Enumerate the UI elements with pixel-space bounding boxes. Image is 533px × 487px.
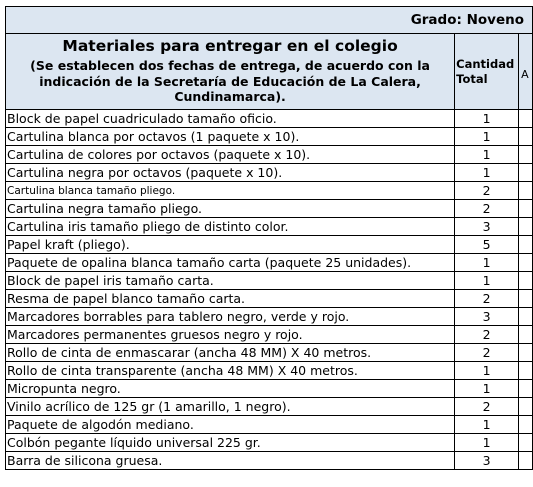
clipped-column-header xyxy=(519,34,533,110)
clipped-column-cell xyxy=(519,326,533,344)
item-name: Barra de silicona gruesa. xyxy=(6,452,455,470)
clipped-column-cell xyxy=(519,200,533,218)
table-row xyxy=(6,398,533,416)
item-quantity: 1 xyxy=(455,164,519,182)
table-row xyxy=(6,326,533,344)
table-row xyxy=(6,128,533,146)
item-quantity: 2 xyxy=(455,344,519,362)
grade-row xyxy=(6,7,533,34)
item-name: Paquete de opalina blanca tamaño carta (paquete 25 unidades). xyxy=(6,254,455,272)
clipped-column-cell xyxy=(519,128,533,146)
clipped-column-cell xyxy=(519,380,533,398)
clipped-column-cell xyxy=(519,272,533,290)
table-subtitle: (Se establecen dos fechas de entrega, de acuerdo con la indicación de la Secretaría de Educación de La Calera, Cundinamarca). xyxy=(30,58,430,104)
clipped-column-cell xyxy=(519,218,533,236)
clipped-column-cell xyxy=(519,164,533,182)
table-row xyxy=(6,110,533,128)
item-name: Marcadores borrables para tablero negro, verde y rojo. xyxy=(6,308,455,326)
table-title: Materiales para entregar en el colegio xyxy=(62,36,398,55)
item-quantity: 1 xyxy=(455,128,519,146)
quantity-header: Cantidad Total xyxy=(455,34,519,110)
item-name: Marcadores permanentes gruesos negro y rojo. xyxy=(6,326,455,344)
materials-sheet xyxy=(5,6,533,470)
item-quantity: 5 xyxy=(455,236,519,254)
table-row xyxy=(6,344,533,362)
table-row xyxy=(6,236,533,254)
clipped-column-cell xyxy=(519,416,533,434)
clipped-column-cell xyxy=(519,182,533,200)
clipped-column-cell xyxy=(519,308,533,326)
clipped-column-mark: A xyxy=(521,68,529,81)
item-name: Cartulina negra por octavos (paquete x 10). xyxy=(6,164,455,182)
item-quantity: 1 xyxy=(455,110,519,128)
item-quantity: 2 xyxy=(455,200,519,218)
table-row xyxy=(6,182,533,200)
item-quantity: 3 xyxy=(455,452,519,470)
item-name: Cartulina negra tamaño pliego. xyxy=(6,200,455,218)
item-name: Micropunta negro. xyxy=(6,380,455,398)
table-row xyxy=(6,308,533,326)
table-row xyxy=(6,416,533,434)
item-quantity: 1 xyxy=(455,416,519,434)
table-row xyxy=(6,272,533,290)
table-row xyxy=(6,200,533,218)
item-quantity: 1 xyxy=(455,362,519,380)
item-name: Paquete de algodón mediano. xyxy=(6,416,455,434)
item-quantity: 1 xyxy=(455,434,519,452)
table-row xyxy=(6,290,533,308)
item-quantity: 2 xyxy=(455,326,519,344)
item-quantity: 1 xyxy=(455,380,519,398)
table-row xyxy=(6,164,533,182)
clipped-column-cell xyxy=(519,146,533,164)
table-row xyxy=(6,380,533,398)
materials-table xyxy=(5,6,533,470)
item-name: Rollo de cinta transparente (ancha 48 MM) X 40 metros. xyxy=(6,362,455,380)
clipped-column-cell xyxy=(519,362,533,380)
grade-label: Grado: Noveno xyxy=(6,7,533,34)
table-row xyxy=(6,362,533,380)
table-row xyxy=(6,434,533,452)
clipped-column-cell xyxy=(519,452,533,470)
clipped-column-cell xyxy=(519,398,533,416)
item-quantity: 1 xyxy=(455,254,519,272)
clipped-column-cell xyxy=(519,254,533,272)
item-name: Resma de papel blanco tamaño carta. xyxy=(6,290,455,308)
table-row xyxy=(6,218,533,236)
item-quantity: 3 xyxy=(455,308,519,326)
item-name: Papel kraft (pliego). xyxy=(6,236,455,254)
item-name: Cartulina iris tamaño pliego de distinto color. xyxy=(6,218,455,236)
item-quantity: 2 xyxy=(455,182,519,200)
item-quantity: 2 xyxy=(455,398,519,416)
table-row xyxy=(6,146,533,164)
item-name: Vinilo acrílico de 125 gr (1 amarillo, 1 negro). xyxy=(6,398,455,416)
item-quantity: 2 xyxy=(455,290,519,308)
item-name: Cartulina de colores por octavos (paquete x 10). xyxy=(6,146,455,164)
clipped-column-cell xyxy=(519,110,533,128)
clipped-column-cell xyxy=(519,290,533,308)
item-name: Block de papel cuadriculado tamaño oficio. xyxy=(6,110,455,128)
item-name: Cartulina blanca tamaño pliego. xyxy=(6,182,455,200)
item-name: Colbón pegante líquido universal 225 gr. xyxy=(6,434,455,452)
table-row xyxy=(6,452,533,470)
clipped-column-cell xyxy=(519,344,533,362)
item-name: Rollo de cinta de enmascarar (ancha 48 MM) X 40 metros. xyxy=(6,344,455,362)
header-title-cell xyxy=(6,34,455,110)
header-row xyxy=(6,34,533,110)
item-name: Block de papel iris tamaño carta. xyxy=(6,272,455,290)
item-quantity: 3 xyxy=(455,218,519,236)
clipped-column-cell xyxy=(519,434,533,452)
item-name: Cartulina blanca por octavos (1 paquete x 10). xyxy=(6,128,455,146)
table-row xyxy=(6,254,533,272)
item-quantity: 1 xyxy=(455,146,519,164)
item-quantity: 1 xyxy=(455,272,519,290)
clipped-column-cell xyxy=(519,236,533,254)
